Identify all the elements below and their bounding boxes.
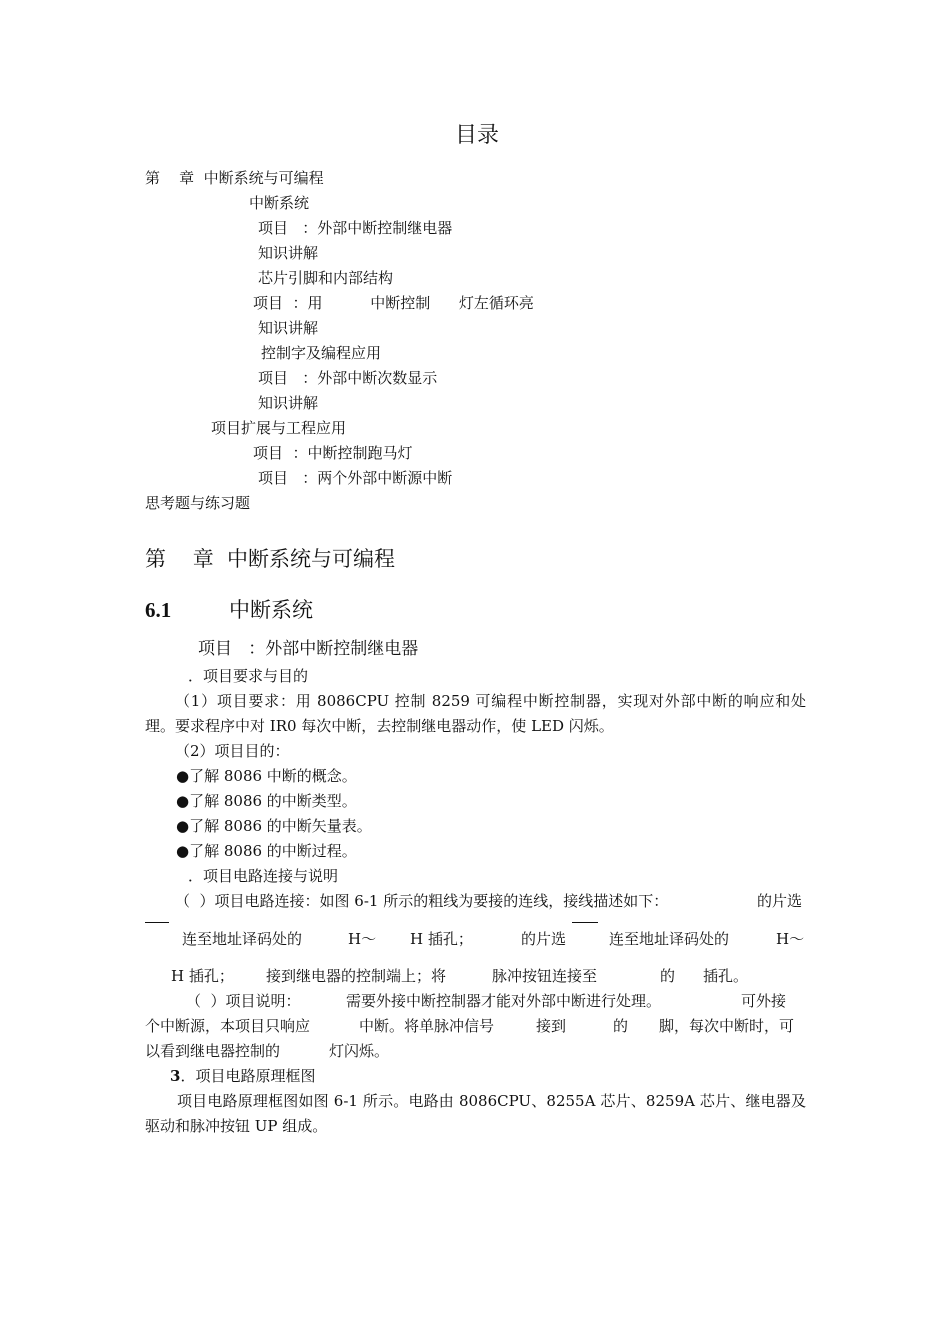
project-title: 项目 ：外部中断控制继电器: [198, 639, 419, 659]
requirements-paragraph: （1）项目要求：用 8086CPU 控制 8259 可编程中断控制器，实现对外部中断的响应和处理。要求程序中对 IR0 每次中断，去控制继电器动作，使 LED 闪烁。: [145, 692, 806, 735]
description-text: 需要外接中断控制器才能对外部中断进行处理。: [346, 992, 662, 1010]
objectives-heading: （2）项目目的：: [175, 742, 290, 760]
block-diagram-heading-number: 3: [170, 1067, 181, 1085]
objective-item: ●了解 8086 的中断类型。: [176, 792, 357, 810]
toc-entry-project-4: 项目 ：中断控制跑马灯: [253, 444, 413, 462]
description-text: 接到: [536, 1017, 567, 1035]
toc-entry-project-5: 项目 ：两个外部中断源中断: [258, 469, 453, 487]
connection-text: 的片选: [521, 930, 567, 948]
requirements-heading: ．项目要求与目的: [188, 667, 309, 685]
description-text: 个中断源，本项目只响应: [145, 1017, 311, 1035]
toc-entry-chapter: 第 章 中断系统与可编程: [145, 169, 324, 187]
toc-entry-exercises: 思考题与练习题: [145, 494, 251, 512]
toc-entry-section: 中断系统: [249, 194, 310, 212]
description-text: 的: [613, 1017, 629, 1035]
objective-item: ●了解 8086 中断的概念。: [176, 767, 357, 785]
description-text: 可外接: [741, 992, 787, 1010]
description-text: 脚，每次中断时，可: [659, 1017, 795, 1035]
connection-text: H 插孔；: [410, 930, 473, 948]
chapter-title: 第 章 中断系统与可编程: [145, 547, 396, 571]
overline-mark: [572, 922, 598, 923]
toc-entry-project-3: 项目 ：外部中断次数显示: [258, 369, 438, 387]
connection-text: 的: [660, 967, 676, 985]
connection-text: （ ）项目电路连接：如图 6-1 所示的粗线为要接的连线，接线描述如下：: [175, 892, 669, 910]
connection-text: H～: [348, 930, 377, 948]
toc-entry-control-word: 控制字及编程应用: [261, 344, 382, 362]
connection-heading: ．项目电路连接与说明: [188, 867, 339, 885]
description-text: （ ）项目说明：: [186, 992, 301, 1010]
description-text: 灯闪烁。: [329, 1042, 390, 1060]
overline-mark: [145, 922, 169, 923]
toc-entry-project-2: 项目 ：用 中断控制 灯左循环亮: [253, 294, 534, 312]
connection-text: 连至地址译码处的: [182, 930, 303, 948]
connection-text: H 插孔；: [171, 967, 234, 985]
toc-entry-knowledge-3: 知识讲解: [258, 394, 319, 412]
objective-item: ●了解 8086 的中断矢量表。: [176, 817, 372, 835]
description-text: 中断。将单脉冲信号: [359, 1017, 495, 1035]
section-number: 6.1: [145, 598, 172, 622]
block-diagram-paragraph: 项目电路原理框图如图 6-1 所示。电路由 8086CPU、8255A 芯片、8259A 芯片、继电器及驱动和脉冲按钮 UP 组成。: [145, 1092, 806, 1135]
toc-entry-extension: 项目扩展与工程应用: [211, 419, 347, 437]
toc-entry-knowledge-2: 知识讲解: [258, 319, 319, 337]
description-text: 以看到继电器控制的: [145, 1042, 281, 1060]
toc-entry-knowledge-1: 知识讲解: [258, 244, 319, 262]
toc-title: 目录: [455, 123, 500, 148]
connection-text: 接到继电器的控制端上；将: [266, 967, 447, 985]
toc-entry-chip-pins: 芯片引脚和内部结构: [258, 269, 394, 287]
connection-text: H～: [776, 930, 805, 948]
section-title: 中断系统: [229, 598, 313, 622]
connection-text: 脉冲按钮连接至: [492, 967, 598, 985]
connection-text: 插孔。: [703, 967, 749, 985]
connection-text: 的片选: [757, 892, 803, 910]
toc-entry-project-1: 项目 ：外部中断控制继电器: [258, 219, 453, 237]
connection-text: 连至地址译码处的: [609, 930, 730, 948]
block-diagram-heading: [170, 1066, 315, 1086]
block-diagram-heading-text: ．项目电路原理框图: [180, 1067, 316, 1085]
objective-item: ●了解 8086 的中断过程。: [176, 842, 357, 860]
